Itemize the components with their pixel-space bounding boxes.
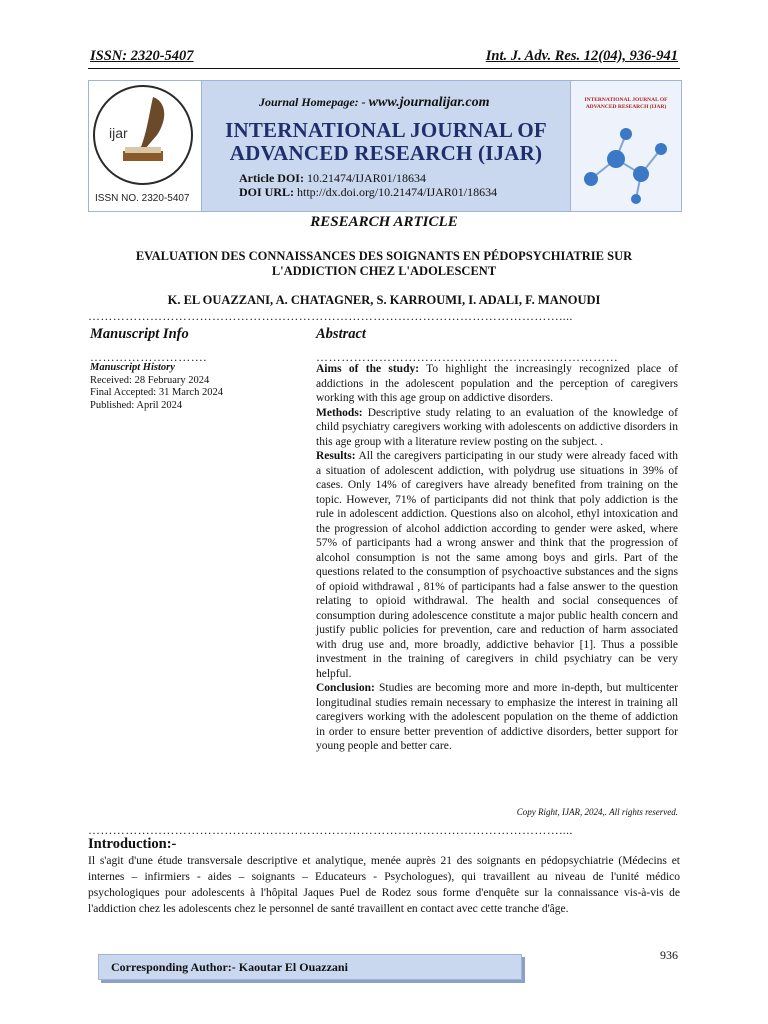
logo-issn: ISSN NO. 2320-5407 [95, 193, 190, 204]
abstract-methods [316, 406, 678, 450]
introduction-body: Il s'agit d'une étude transversale descriptive et analytique, menée auprès 21 des soignants en pédopsychiatrie (Médecins et internes – infirmiers - aides – soignants – Educateurs - Psychologues), qui travaillent au niveau de l'unité médico psychologiques pour adolescents à l'hôpital Jaques Puel de Rodez sous forme d'enquête sur la connaissance vis-à-vis de l'addiction chez les adolescents chez le personnel de santé travaillent en contact avec cette tranche d'âge. [88, 855, 680, 915]
journal-homepage [259, 95, 490, 111]
header-citation: Int. J. Adv. Res. 12(04), 936-941 [485, 48, 678, 64]
running-header [88, 46, 680, 69]
paper-title [120, 249, 648, 279]
homepage-label: Journal Homepage: - [259, 95, 366, 109]
abstract-aims [316, 362, 678, 406]
manuscript-dots: ………………………. [90, 350, 207, 364]
conclusion-label: Conclusion: [316, 682, 375, 694]
published-date: Published: April 2024 [90, 399, 183, 411]
manuscript-history [90, 362, 223, 412]
abstract-title: Abstract [316, 326, 366, 342]
logo-circle [93, 85, 193, 185]
journal-logo [89, 81, 202, 211]
header-issn: ISSN: 2320-5407 [90, 48, 194, 64]
methods-text: Descriptive study relating to an evaluation of the knowledge of child psychiatry caregivers working with adolescents on addictive disorders in this age group with a literature review posting on the subject. . [316, 406, 678, 448]
aims-label: Aims of the study: [316, 363, 420, 375]
results-label: Results: [316, 450, 356, 462]
abstract-results [316, 449, 678, 681]
abstract-conclusion [316, 681, 678, 754]
abstract-dots: ……………………………………………………………… [316, 350, 619, 364]
introduction-heading: Introduction:- [88, 836, 177, 852]
doi-value: 10.21474/IJAR01/18634 [306, 171, 426, 185]
journal-cover-image [570, 81, 681, 211]
doi-block [239, 171, 497, 199]
section-label: RESEARCH ARTICLE [310, 214, 458, 230]
doi-url-link[interactable]: http://dx.doi.org/10.21474/IJAR01/18634 [297, 185, 498, 199]
conclusion-text: Studies are becoming more and more in-depth, but multicenter longitudinal studies remain necessary to emphasize the interest in training all caregivers working with the adolescent population on the theme of addiction in order to ensure better prevention of addictive disorders, better support for young people and better care. [316, 682, 678, 752]
journal-banner [88, 80, 682, 212]
abstract-body [316, 362, 678, 754]
corresponding-author-box [98, 954, 522, 980]
paper-title-line2: L'ADDICTION CHEZ L'ADOLESCENT [271, 264, 497, 278]
methods-label: Methods: [316, 406, 363, 419]
results-text: All the caregivers participating in our study were already faced with a situation of adolescent addiction, with polydrug use situations in 39% of cases. Only 14% of caregivers have already benefited from training on the topic. However, 71% of participants did not think that poly addiction is the rule in adolescent addiction. Questions also on alcohol, ethyl intoxication and the progression of alcohol addiction according to gender were asked, where 57% of participants had a wrong answer and think that the progression of alcohol consumption is not the same among boys and girls. Part of the questions related to the consumption of psychoactive substances and the signs of opioid withdrawal , 81% of participants had a false answer to the question relating to opioid withdrawal. The health and social consequences of consumption during adolescence constitute a major public health concern and justify public policies for prevention, care and reduction of harm associated with drug use and, more broadly, addictive behavior [1]. Thus a possible investment in the training of caregivers in child psychiatry can be very helpful. [316, 450, 678, 680]
page-number: 936 [660, 948, 678, 962]
doi-url-label: DOI URL: [239, 185, 295, 199]
copyright-notice: Copy Right, IJAR, 2024,. All rights reserved. [516, 807, 678, 817]
logo-text: ijar [109, 125, 128, 141]
cover-title: INTERNATIONAL JOURNAL OF ADVANCED RESEARCH (IJAR) [584, 97, 668, 110]
history-heading: Manuscript History [90, 362, 175, 373]
doi-label: Article DOI: [239, 171, 304, 185]
separator-top: …………………………………………………………………………………………………….... [88, 310, 573, 322]
journal-title [201, 119, 571, 165]
corresponding-author: Corresponding Author:- Kaoutar El Ouazzani [111, 960, 348, 974]
author-list: K. EL OUAZZANI, A. CHATAGNER, S. KARROUMI, I. ADALI, F. MANOUDI [167, 293, 601, 307]
separator-bottom: …………………………………………………………………………………………………….... [88, 824, 573, 836]
journal-title-line1: INTERNATIONAL JOURNAL OF [225, 118, 547, 142]
received-date: Received: 28 February 2024 [90, 374, 210, 386]
journal-title-line2: ADVANCED RESEARCH (IJAR) [229, 141, 543, 165]
aims-text: To highlight the increasingly recognized place of addictions in the adolescent population and the perception of caregivers working with this age group on addictive disorders. [316, 363, 679, 404]
homepage-link[interactable]: www.journalijar.com [368, 95, 490, 110]
manuscript-info-title: Manuscript Info [90, 326, 189, 342]
accepted-date: Final Accepted: 31 March 2024 [90, 387, 223, 398]
paper-title-line1: EVALUATION DES CONNAISSANCES DES SOIGNANTS EN PÉDOPSYCHIATRIE SUR [135, 249, 633, 263]
molecule-icon [571, 119, 681, 209]
